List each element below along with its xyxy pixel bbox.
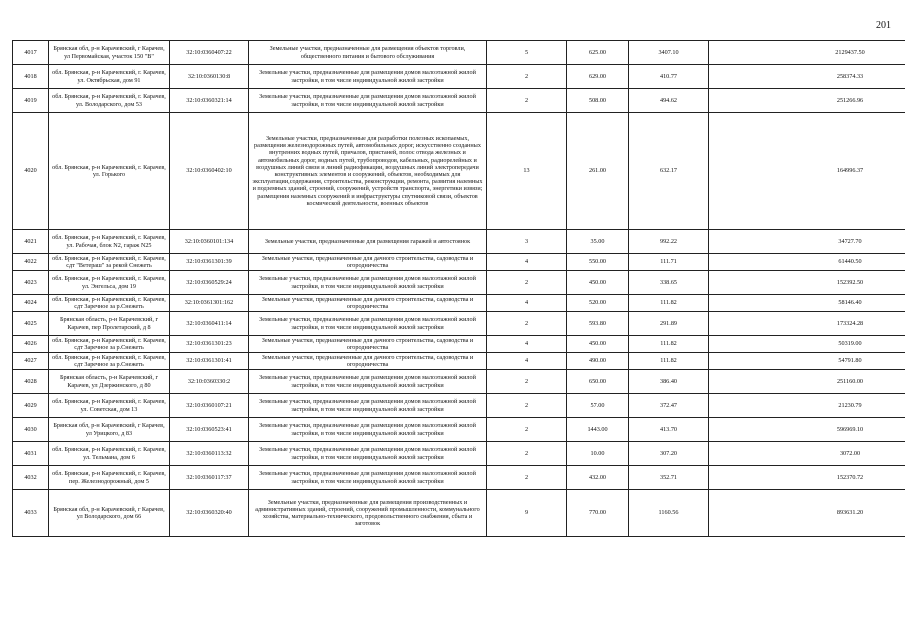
row-cadastral-value: 34727.70	[709, 230, 905, 254]
row-cadastral-value: 152370.72	[709, 466, 905, 490]
row-cadastral-number: 32:10:0361301:23	[170, 336, 249, 353]
row-group-code: 2	[487, 370, 567, 394]
row-group-code: 2	[487, 271, 567, 295]
row-group-code: 4	[487, 353, 567, 370]
row-number: 4019	[13, 89, 49, 113]
row-number: 4024	[13, 295, 49, 312]
row-cadastral-value: 251266.96	[709, 89, 905, 113]
row-cadastral-value: 3072.00	[709, 442, 905, 466]
table-row	[13, 336, 905, 353]
row-area: 550.00	[567, 254, 629, 271]
table-row	[13, 113, 905, 230]
table-row	[13, 418, 905, 442]
row-group-code: 2	[487, 442, 567, 466]
row-cadastral-number: 32:10:0361301:41	[170, 353, 249, 370]
page-number: 201	[876, 20, 891, 31]
row-area: 520.00	[567, 295, 629, 312]
row-cadastral-number: 32:10:0360330:2	[170, 370, 249, 394]
row-number: 4026	[13, 336, 49, 353]
row-group-code: 13	[487, 113, 567, 230]
row-address: обл. Брянская, р-н Карачевский, г. Карачев, сдт Заречное за р.Снежеть	[49, 353, 170, 370]
row-area: 650.00	[567, 370, 629, 394]
row-address: обл. Брянская, р-н Карачевский, г. Карачев, сдт Заречное за р.Снежеть	[49, 295, 170, 312]
table-row	[13, 312, 905, 336]
row-cadastral-value: 596969.10	[709, 418, 905, 442]
table-row	[13, 466, 905, 490]
row-specific-value: 413.70	[629, 418, 709, 442]
row-number: 4032	[13, 466, 49, 490]
row-address: обл. Брянская, р-н Карачевский, г. Карачев, пер. Железнодорожный, дом 5	[49, 466, 170, 490]
row-land-use: Земельные участки, предназначенные для размещения домов малоэтажной жилой застройки, в том числе индивидуальной жилой застройки	[249, 466, 487, 490]
row-cadastral-number: 32:10:0360107:21	[170, 394, 249, 418]
row-specific-value: 352.71	[629, 466, 709, 490]
row-specific-value: 338.65	[629, 271, 709, 295]
row-specific-value: 291.89	[629, 312, 709, 336]
row-cadastral-number: 32:10:0361301:162	[170, 295, 249, 312]
row-group-code: 4	[487, 295, 567, 312]
row-specific-value: 307.20	[629, 442, 709, 466]
row-cadastral-value: 251160.00	[709, 370, 905, 394]
row-specific-value: 111.71	[629, 254, 709, 271]
row-address: обл. Брянская, р-н Карачевский, г. Карачев, ул. Энгельса, дом 19	[49, 271, 170, 295]
row-group-code: 4	[487, 336, 567, 353]
row-cadastral-number: 32:10:0360320:40	[170, 490, 249, 537]
row-area: 593.80	[567, 312, 629, 336]
row-address: Брянская обл, р-н Карачевский, г Карачев, ул Урицкого, д 83	[49, 418, 170, 442]
table-row	[13, 370, 905, 394]
table-row	[13, 490, 905, 537]
row-specific-value: 1160.56	[629, 490, 709, 537]
row-area: 508.00	[567, 89, 629, 113]
row-land-use: Земельные участки, предназначенные для дачного строительства, садоводства и огородничества	[249, 336, 487, 353]
row-group-code: 2	[487, 312, 567, 336]
row-group-code: 3	[487, 230, 567, 254]
row-cadastral-number: 32:10:0360101:134	[170, 230, 249, 254]
row-area: 450.00	[567, 336, 629, 353]
table-row	[13, 442, 905, 466]
row-address: обл. Брянская, р-н Карачевский, г. Карачев, ул. Советская, дом 13	[49, 394, 170, 418]
row-area: 261.00	[567, 113, 629, 230]
row-cadastral-number: 32:10:0360411:14	[170, 312, 249, 336]
table-row	[13, 394, 905, 418]
row-land-use: Земельные участки, предназначенные для дачного строительства, садоводства и огородничества	[249, 295, 487, 312]
row-land-use: Земельные участки, предназначенные для размещения домов малоэтажной жилой застройки, в том числе индивидуальной жилой застройки	[249, 394, 487, 418]
row-number: 4017	[13, 41, 49, 65]
row-number: 4033	[13, 490, 49, 537]
row-cadastral-value: 258374.33	[709, 65, 905, 89]
row-land-use: Земельные участки, предназначенные для размещения домов малоэтажной жилой застройки, в том числе индивидуальной жилой застройки	[249, 418, 487, 442]
row-group-code: 2	[487, 394, 567, 418]
row-specific-value: 410.77	[629, 65, 709, 89]
row-specific-value: 372.47	[629, 394, 709, 418]
row-number: 4020	[13, 113, 49, 230]
row-land-use: Земельные участки, предназначенные для дачного строительства, садоводства и огородничества	[249, 353, 487, 370]
row-cadastral-value: 61440.50	[709, 254, 905, 271]
row-land-use: Земельные участки, предназначенные для размещения производственных и административных зданий, строений, сооружений промышленности, коммунального хозяйства, материально-технического, продовольственного снабжения, сбыта и заготовок	[249, 490, 487, 537]
row-cadastral-value: 164996.37	[709, 113, 905, 230]
row-number: 4029	[13, 394, 49, 418]
row-area: 450.00	[567, 271, 629, 295]
row-cadastral-number: 32:10:0360407:22	[170, 41, 249, 65]
row-area: 1443.00	[567, 418, 629, 442]
row-specific-value: 111.82	[629, 336, 709, 353]
table-row	[13, 353, 905, 370]
row-specific-value: 111.82	[629, 295, 709, 312]
row-specific-value: 992.22	[629, 230, 709, 254]
row-area: 490.00	[567, 353, 629, 370]
row-cadastral-number: 32:10:0360529:24	[170, 271, 249, 295]
row-specific-value: 494.62	[629, 89, 709, 113]
land-register-table	[12, 40, 905, 537]
row-cadastral-value: 54791.80	[709, 353, 905, 370]
row-number: 4028	[13, 370, 49, 394]
row-address: обл. Брянская, р-н Карачевский, г. Карачев, сдт Заречное за р.Снежеть	[49, 336, 170, 353]
row-land-use: Земельные участки, предназначенные для размещения домов малоэтажной жилой застройки, в том числе индивидуальной жилой застройки	[249, 312, 487, 336]
row-group-code: 4	[487, 254, 567, 271]
row-address: обл. Брянская, р-н Карачевский, г. Карачев, ул. Володарского, дом 53	[49, 89, 170, 113]
row-address: обл. Брянская, р-н Карачевский, г. Карачев, ул. Горького	[49, 113, 170, 230]
row-group-code: 5	[487, 41, 567, 65]
row-cadastral-number: 32:10:0360523:41	[170, 418, 249, 442]
table-row	[13, 65, 905, 89]
row-number: 4023	[13, 271, 49, 295]
row-land-use: Земельные участки, предназначенные для размещения домов малоэтажной жилой застройки, в том числе индивидуальной жилой застройки	[249, 442, 487, 466]
row-group-code: 2	[487, 65, 567, 89]
row-cadastral-value: 152392.50	[709, 271, 905, 295]
row-cadastral-value: 58146.40	[709, 295, 905, 312]
row-area: 57.00	[567, 394, 629, 418]
row-land-use: Земельные участки, предназначенные для дачного строительства, садоводства и огородничества	[249, 254, 487, 271]
row-area: 35.00	[567, 230, 629, 254]
row-area: 625.00	[567, 41, 629, 65]
row-area: 770.00	[567, 490, 629, 537]
row-number: 4018	[13, 65, 49, 89]
row-cadastral-number: 32:10:0360113:32	[170, 442, 249, 466]
table-row	[13, 254, 905, 271]
row-address: Брянская область, р-н Карачевский, г Карачев, пер Пролетарский, д 8	[49, 312, 170, 336]
table-row	[13, 271, 905, 295]
row-number: 4027	[13, 353, 49, 370]
row-cadastral-value: 2129437.50	[709, 41, 905, 65]
row-land-use: Земельные участки, предназначенные для размещения домов малоэтажной жилой застройки, в том числе индивидуальной жилой застройки	[249, 370, 487, 394]
row-area: 629.00	[567, 65, 629, 89]
row-number: 4031	[13, 442, 49, 466]
row-land-use: Земельные участки, предназначенные для размещения домов малоэтажной жилой застройки, в том числе индивидуальной жилой застройки	[249, 271, 487, 295]
table-row	[13, 89, 905, 113]
row-cadastral-value: 50319.00	[709, 336, 905, 353]
row-cadastral-value: 893631.20	[709, 490, 905, 537]
table-body	[13, 41, 905, 537]
row-group-code: 2	[487, 418, 567, 442]
row-cadastral-number: 32:10:0360402:10	[170, 113, 249, 230]
row-address: обл. Брянская, р-н Карачевский, г. Карачев, ул. Тельмана, дом 6	[49, 442, 170, 466]
row-land-use: Земельные участки, предназначенные для размещения домов малоэтажной жилой застройки, в том числе индивидуальной жилой застройки	[249, 65, 487, 89]
row-area: 432.00	[567, 466, 629, 490]
row-address: Брянская обл, р-н Карачевский, г Карачев, ул Володарского, дом 66	[49, 490, 170, 537]
row-cadastral-number: 32:10:0360130:8	[170, 65, 249, 89]
row-number: 4022	[13, 254, 49, 271]
row-address: Брянская область, р-н Карачевский, г Карачев, ул Дзержинского, д 80	[49, 370, 170, 394]
row-area: 10.00	[567, 442, 629, 466]
row-cadastral-value: 173324.28	[709, 312, 905, 336]
row-land-use: Земельные участки, предназначенные для размещения гаражей и автостоянок	[249, 230, 487, 254]
table-row	[13, 295, 905, 312]
row-specific-value: 386.40	[629, 370, 709, 394]
row-group-code: 2	[487, 89, 567, 113]
table-row	[13, 41, 905, 65]
row-cadastral-number: 32:10:0360321:14	[170, 89, 249, 113]
row-address: обл. Брянская, р-н Карачевский, г. Карачев, сдт "Ветераш" за рекой Снежеть	[49, 254, 170, 271]
row-cadastral-value: 21230.79	[709, 394, 905, 418]
row-group-code: 9	[487, 490, 567, 537]
row-specific-value: 111.82	[629, 353, 709, 370]
row-number: 4030	[13, 418, 49, 442]
row-address: Брянская обл, р-н Карачевский, г Карачев, ул Первомайская, участок 150 "В"	[49, 41, 170, 65]
row-land-use: Земельные участки, предназначенные для разработки полезных ископаемых, размещения железнодорожных путей, автомобильных дорог, искусственно созданных внутренних водных путей, причалов, пристаней, полос отвода железных и автомобильных дорог, водных путей, трубопроводов, кабельных, радиорелейных и воздушных линий связи и линий радиофикации, воздушных линий электропередачи конструктивных элементов и сооружений, объектов, необходимых для эксплуатации,содержания, строительства, реконструкции, ремонта, развития наземных и подземных зданий, строений, сооружений, устройств транспорта, энергетики извязи; размещения наземных сооружений и инфраструктуры спутниковой связи, объектов космической деятельности, военных объектов	[249, 113, 487, 230]
row-address: обл. Брянская, р-н Карачевский, г. Карачев, ул. Октябрьская, дом 91	[49, 65, 170, 89]
table-row	[13, 230, 905, 254]
row-specific-value: 3407.10	[629, 41, 709, 65]
row-number: 4025	[13, 312, 49, 336]
row-group-code: 2	[487, 466, 567, 490]
row-land-use: Земельные участки, предназначенные для размещения объектов торговли, общественного питания и бытового обслуживания	[249, 41, 487, 65]
row-cadastral-number: 32:10:0360117:37	[170, 466, 249, 490]
row-address: обл. Брянская, р-н Карачевский, г. Карачев, ул. Рабочая, блок N2, гараж N25	[49, 230, 170, 254]
row-number: 4021	[13, 230, 49, 254]
row-land-use: Земельные участки, предназначенные для размещения домов малоэтажной жилой застройки, в том числе индивидуальной жилой застройки	[249, 89, 487, 113]
row-specific-value: 632.17	[629, 113, 709, 230]
row-cadastral-number: 32:10:0361301:39	[170, 254, 249, 271]
